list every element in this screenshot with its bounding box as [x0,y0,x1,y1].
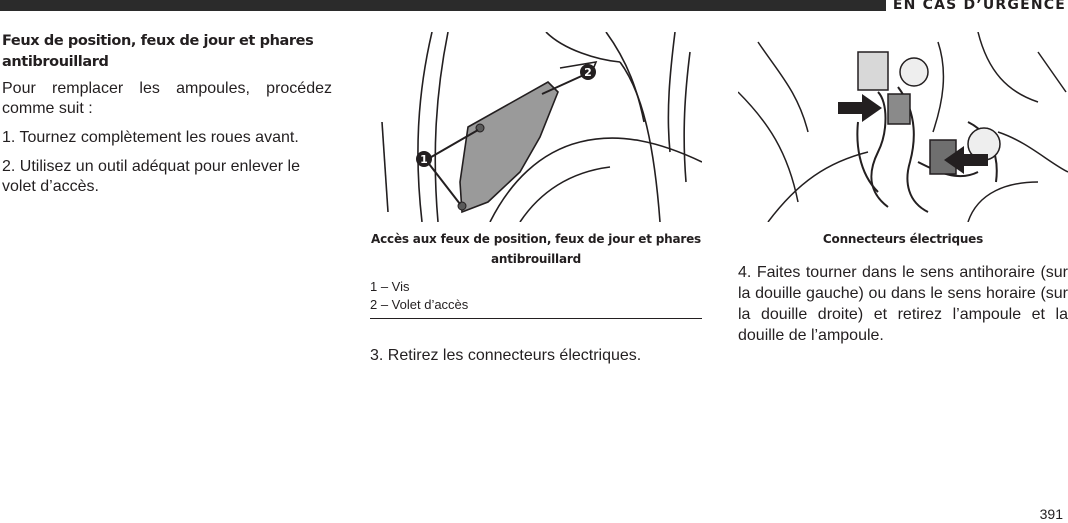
arrow-left-icon [838,94,882,122]
page-number: 391 [1039,506,1063,522]
figure2-caption: Connecteurs électriques [822,232,984,246]
connectors-figure [738,32,1068,222]
legend-divider [370,318,702,319]
step-3: 3. Retirez les connecteurs électriques. [370,347,642,364]
callout-1-label: 1 [420,153,428,166]
access-panel-figure [370,32,702,222]
connectors-illustration [738,32,1068,222]
header-bar [0,0,886,11]
section-title: EN CAS D’URGENCE [892,0,1066,13]
section-heading: Feux de position, feux de jour et phares antibrouillard [2,33,314,70]
access-panel-shape [460,82,558,212]
step-1: 1. Tournez complètement les roues avant. [2,129,299,146]
step-2: 2. Utilisez un outil adéquat pour enlever le volet d’accès. [2,158,300,195]
legend-item-1: 1 – Vis [370,279,410,294]
intro-paragraph: Pour remplacer les ampoules, procédez comme suit : [2,80,332,117]
callout-2 [580,64,596,80]
step-4: 4. Faites tourner dans le sens antihoraire (sur la douille gauche) ou dans le sens horaire (sur la douille droite) et retirez l’ampoule et la douille de l’ampoule. [738,264,1068,344]
left-column [2,31,332,206]
callout-1 [416,151,432,167]
callout-2-label: 2 [584,66,592,79]
left-connector [888,94,910,124]
access-panel-illustration [370,32,702,222]
legend-item-2: 2 – Volet d’accès [370,297,469,312]
figure1-caption: Accès aux feux de position, feux de jour et phares antibrouillard [371,232,701,266]
figure1-legend [370,278,702,314]
